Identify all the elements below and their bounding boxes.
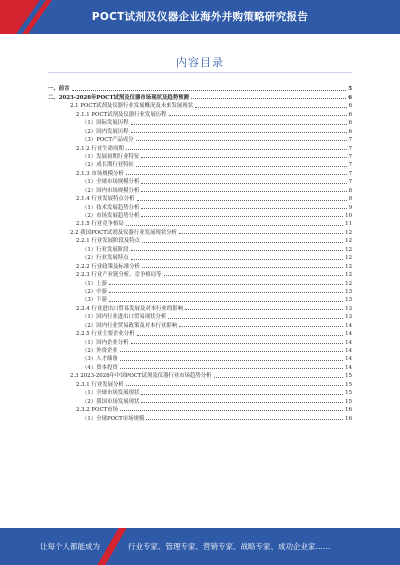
- toc-entry-page: 6: [348, 128, 352, 135]
- toc-entry[interactable]: [48, 303, 352, 311]
- toc-entry-label: （1）技术发展趋势分析: [82, 204, 140, 211]
- toc-leader-dots: [137, 200, 347, 201]
- toc-entry-label: （2）国内行业贸易政策及对本行业影响: [82, 322, 178, 329]
- toc-entry-label: （2）国内市场规模分析: [82, 187, 140, 194]
- toc-entry-page: 6: [348, 103, 352, 110]
- toc-leader-dots: [131, 250, 344, 251]
- toc-entry-page: 10: [345, 213, 352, 219]
- toc-leader-dots: [141, 216, 343, 217]
- toc-entry-label: 2.1.3 市场规模分析: [76, 170, 124, 177]
- toc-leader-dots: [142, 242, 343, 243]
- toc-leader-dots: [141, 208, 346, 209]
- toc-entry-page: 9: [348, 196, 352, 203]
- toc-entry-page: 12: [345, 272, 352, 279]
- toc-leader-dots: [137, 335, 344, 336]
- toc-leader-dots: [120, 351, 343, 352]
- toc-leader-dots: [109, 284, 343, 285]
- toc-entry-page: 15: [345, 398, 352, 405]
- toc-leader-dots: [179, 326, 343, 327]
- toc-entry[interactable]: [48, 346, 352, 354]
- toc-entry-page: 12: [345, 263, 352, 270]
- toc-entry-label: （2）我国市场发展现状: [82, 398, 140, 405]
- toc-heading: 内容目录: [176, 56, 224, 69]
- toc-entry-label: （2）外资企业: [82, 348, 118, 354]
- toc-leader-dots: [141, 183, 346, 184]
- toc-entry[interactable]: [48, 337, 352, 345]
- toc-entry-page: 16: [345, 415, 352, 422]
- toc-entry[interactable]: [48, 371, 352, 379]
- toc-entry-page: 13: [345, 288, 352, 295]
- page-header: [0, 0, 400, 34]
- toc-entry[interactable]: [48, 413, 352, 421]
- toc-leader-dots: [126, 174, 347, 175]
- toc-entry[interactable]: [48, 227, 352, 235]
- toc-leader-dots: [214, 377, 344, 378]
- table-of-contents: [48, 84, 352, 422]
- toc-entry-page: 14: [345, 339, 352, 346]
- toc-entry[interactable]: [48, 388, 352, 396]
- toc-entry[interactable]: [48, 278, 352, 286]
- toc-leader-dots: [146, 419, 343, 420]
- toc-entry-label: 2.3.1 行业发展分析: [76, 381, 124, 388]
- toc-entry[interactable]: [48, 202, 352, 210]
- toc-entry[interactable]: [48, 126, 352, 134]
- toc-leader-dots: [120, 410, 343, 411]
- toc-entry[interactable]: [48, 270, 352, 278]
- toc-entry-page: 12: [345, 246, 352, 253]
- toc-leader-dots: [141, 191, 346, 192]
- toc-entry-page: 7: [348, 162, 352, 169]
- toc-entry[interactable]: [48, 92, 352, 100]
- toc-entry-page: 15: [345, 390, 352, 397]
- toc-leader-dots: [72, 90, 347, 91]
- toc-entry-label: 2.2.5 行业主要企业分析: [76, 331, 135, 338]
- toc-entry[interactable]: [48, 329, 352, 337]
- toc-leader-dots: [195, 107, 346, 108]
- toc-leader-dots: [126, 385, 343, 386]
- toc-leader-dots: [141, 394, 343, 395]
- toc-entry[interactable]: [48, 152, 352, 160]
- toc-entry-page: 14: [345, 348, 352, 354]
- toc-entry[interactable]: [48, 320, 352, 328]
- toc-entry-label: （2）市场发展趋势分析: [82, 213, 140, 219]
- toc-entry-label: 2.2.4 行业进出口贸易发展及对本行业的影响: [76, 305, 184, 312]
- toc-entry-page: 7: [348, 137, 352, 144]
- toc-leader-dots: [109, 301, 343, 302]
- toc-entry[interactable]: [48, 312, 352, 320]
- toc-entry-page: 14: [345, 356, 352, 363]
- toc-entry-page: 12: [345, 229, 352, 236]
- toc-entry-label: （3）POCT产品成分: [82, 137, 134, 144]
- toc-leader-dots: [142, 267, 343, 268]
- toc-entry[interactable]: [48, 244, 352, 252]
- toc-leader-dots: [126, 149, 347, 150]
- toc-entry[interactable]: [48, 236, 352, 244]
- toc-entry[interactable]: [48, 287, 352, 295]
- toc-entry-page: 13: [345, 297, 352, 304]
- toc-leader-dots: [109, 292, 343, 293]
- toc-entry-label: （1）全球市场发展现状: [82, 390, 140, 397]
- footer-slogan: 让每个人都能成为: [40, 542, 100, 551]
- toc-entry[interactable]: [48, 177, 352, 185]
- toc-entry-label: （3）下游: [82, 297, 107, 304]
- toc-entry-page: 7: [348, 153, 352, 160]
- toc-entry-label: 一、前言: [48, 86, 70, 93]
- toc-entry[interactable]: [48, 143, 352, 151]
- toc-entry[interactable]: [48, 101, 352, 109]
- toc-entry-label: 2.1.4 行业发展特点分析: [76, 196, 135, 203]
- toc-entry-page: 15: [345, 373, 352, 380]
- toc-entry-page: 7: [348, 179, 352, 186]
- toc-entry-label: 二、2023-2028年POCT试剂及仪器市场现状及趋势预测: [48, 94, 189, 101]
- toc-entry-page: 9: [348, 204, 352, 211]
- toc-entry-page: 15: [345, 381, 352, 388]
- toc-entry-label: 2.2.2 行业政策及标准分析: [76, 263, 140, 270]
- toc-entry[interactable]: [48, 379, 352, 387]
- toc-entry-label: 2.2.1 行业发展阶段及特点: [76, 238, 140, 245]
- toc-entry[interactable]: [48, 354, 352, 362]
- toc-leader-dots: [141, 402, 343, 403]
- toc-entry-page: 12: [345, 280, 352, 287]
- toc-entry-label: 2.1 POCT试剂及仪器行业发展概况及未来发展现状: [70, 103, 194, 110]
- toc-leader-dots: [168, 318, 343, 319]
- toc-entry[interactable]: [48, 185, 352, 193]
- footer-red-stripe: [97, 528, 126, 565]
- toc-entry-page: 14: [345, 331, 352, 338]
- toc-leader-dots: [131, 132, 347, 133]
- toc-leader-dots: [126, 225, 343, 226]
- toc-entry[interactable]: [48, 362, 352, 370]
- toc-entry-page: 6: [348, 111, 352, 118]
- toc-entry[interactable]: [48, 84, 352, 92]
- toc-entry-label: （1）发展初期行业特征: [82, 153, 140, 160]
- footer-tagline: 行业专家、管理专家、营销专家、战略专家、成功企业家……: [128, 542, 331, 551]
- toc-entry[interactable]: [48, 194, 352, 202]
- toc-entry-label: 2.1.1 POCT试剂及仪器行业发展历程: [76, 111, 167, 118]
- toc-entry-label: 2.2.3 行业产业链分析、竞争格局等: [76, 272, 162, 279]
- toc-entry[interactable]: [48, 160, 352, 168]
- toc-entry-page: 11: [345, 221, 352, 228]
- toc-entry[interactable]: [48, 295, 352, 303]
- toc-entry-label: （1）上游: [82, 280, 107, 287]
- toc-entry[interactable]: [48, 219, 352, 227]
- toc-entry-page: 13: [345, 314, 352, 321]
- toc-divider: [48, 72, 352, 73]
- toc-leader-dots: [164, 275, 344, 276]
- toc-leader-dots: [136, 140, 347, 141]
- toc-entry-page: 14: [345, 322, 352, 329]
- toc-entry-label: （4）资本投资: [82, 364, 118, 371]
- toc-entry-label: 2.2 我国POCT试剂及仪器行业发展现状分析: [70, 229, 177, 236]
- toc-entry-label: （1）行业发展阶段: [82, 246, 129, 253]
- toc-entry-label: （1）国际发展历程: [82, 120, 129, 127]
- toc-entry-page: 7: [348, 170, 352, 177]
- toc-leader-dots: [191, 98, 346, 99]
- toc-entry[interactable]: [48, 253, 352, 261]
- toc-entry-page: 12: [345, 255, 352, 262]
- toc-leader-dots: [120, 368, 343, 369]
- toc-entry[interactable]: [48, 211, 352, 219]
- toc-entry[interactable]: [48, 135, 352, 143]
- toc-entry-label: 2.3.2 POCT市场: [76, 407, 118, 414]
- toc-entry[interactable]: [48, 405, 352, 413]
- toc-leader-dots: [141, 157, 346, 158]
- report-title: POCT试剂及仪器企业海外并购策略研究报告: [91, 11, 309, 23]
- toc-entry-label: （1）国内行业进出口贸易现状分析: [82, 314, 167, 321]
- toc-entry-label: （1）国内企业分析: [82, 339, 129, 346]
- toc-leader-dots: [136, 166, 347, 167]
- toc-entry-page: 6: [348, 120, 352, 127]
- toc-leader-dots: [131, 124, 347, 125]
- toc-entry-page: 8: [348, 187, 352, 194]
- toc-entry-page: 13: [345, 305, 352, 312]
- toc-entry-label: （2）成长期行业特征: [82, 162, 134, 169]
- toc-leader-dots: [169, 115, 347, 116]
- toc-entry-label: （1）全球市场规模分析: [82, 179, 140, 186]
- toc-entry-page: 5: [348, 86, 352, 93]
- toc-entry-label: （1）全球POCT市场规模: [82, 415, 145, 422]
- toc-leader-dots: [179, 233, 343, 234]
- page-footer: [0, 528, 400, 565]
- toc-entry-label: 2.1.5 行业竞争格局: [76, 221, 124, 228]
- toc-entry[interactable]: [48, 396, 352, 404]
- toc-leader-dots: [120, 360, 343, 361]
- toc-entry-label: （3）人才储备: [82, 356, 118, 363]
- toc-entry-page: 7: [348, 145, 352, 152]
- toc-entry-label: 2.1.2 行业生命周期: [76, 145, 124, 152]
- toc-entry-label: （2）国内发展历程: [82, 128, 129, 135]
- toc-entry[interactable]: [48, 168, 352, 176]
- toc-entry[interactable]: [48, 261, 352, 269]
- toc-entry[interactable]: [48, 109, 352, 117]
- toc-entry-page: 16: [345, 407, 352, 414]
- toc-entry-page: 6: [348, 94, 352, 101]
- toc-leader-dots: [131, 343, 344, 344]
- toc-entry-label: （2）中游: [82, 288, 107, 295]
- toc-entry-page: 14: [345, 364, 352, 371]
- toc-entry[interactable]: [48, 118, 352, 126]
- toc-entry-label: （2）行业发展特点: [82, 255, 129, 262]
- toc-entry-page: 12: [345, 238, 352, 245]
- toc-leader-dots: [185, 309, 343, 310]
- toc-entry-label: 2.3 2023-2028年中国POCT试剂及仪器行业市场趋势分析: [70, 373, 212, 380]
- toc-leader-dots: [131, 259, 344, 260]
